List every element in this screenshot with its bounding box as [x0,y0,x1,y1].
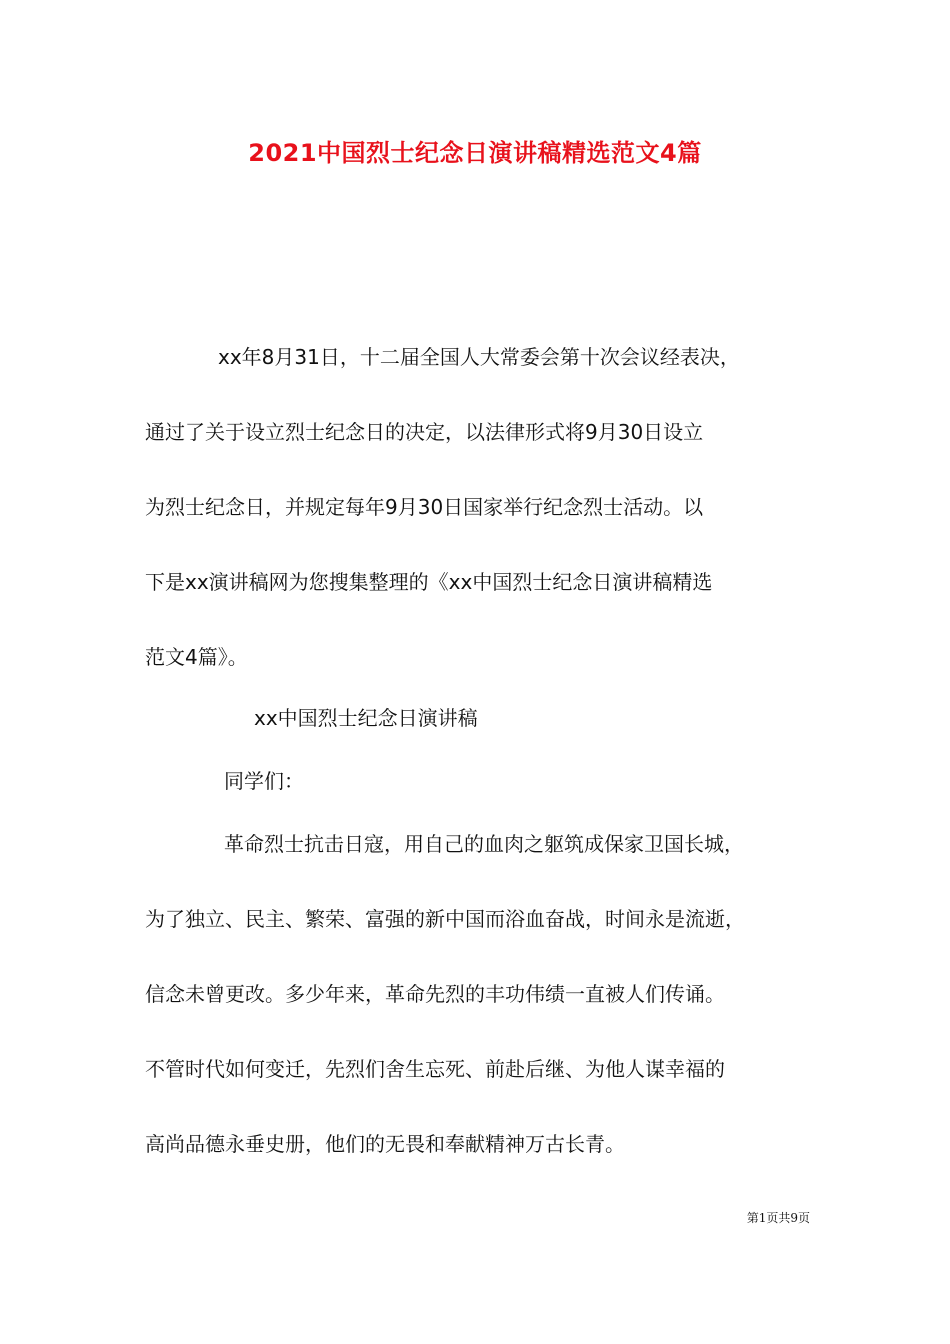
body-line: 为了独立、民主、繁荣、富强的新中国而浴血奋战，时间永是流逝， [145,907,745,931]
body-line: 高尚品德永垂史册，他们的无畏和奉献精神万古长青。 [145,1132,625,1156]
body-line: 革命烈士抗击日寇，用自己的血肉之躯筑成保家卫国长城， [224,832,744,856]
document-title: 2021中国烈士纪念日演讲稿精选范文4篇 [248,139,702,167]
section-heading: xx中国烈士纪念日演讲稿 [254,706,478,730]
intro-line: 下是xx演讲稿网为您搜集整理的《xx中国烈士纪念日演讲稿精选 [145,570,713,594]
intro-line: 范文4篇》。 [145,645,248,669]
body-line: 信念未曾更改。多少年来，革命先烈的丰功伟绩一直被人们传诵。 [145,982,725,1006]
intro-line: xx年8月31日，十二届全国人大常委会第十次会议经表决， [218,345,740,369]
body-line: 不管时代如何变迁，先烈们舍生忘死、前赴后继、为他人谋幸福的 [145,1057,725,1081]
intro-line: 为烈士纪念日，并规定每年9月30日国家举行纪念烈士活动。以 [145,495,704,519]
intro-line: 通过了关于设立烈士纪念日的决定，以法律形式将9月30日设立 [145,420,704,444]
salutation: 同学们： [224,769,304,793]
page-number: 第1页共9页 [746,1211,810,1225]
